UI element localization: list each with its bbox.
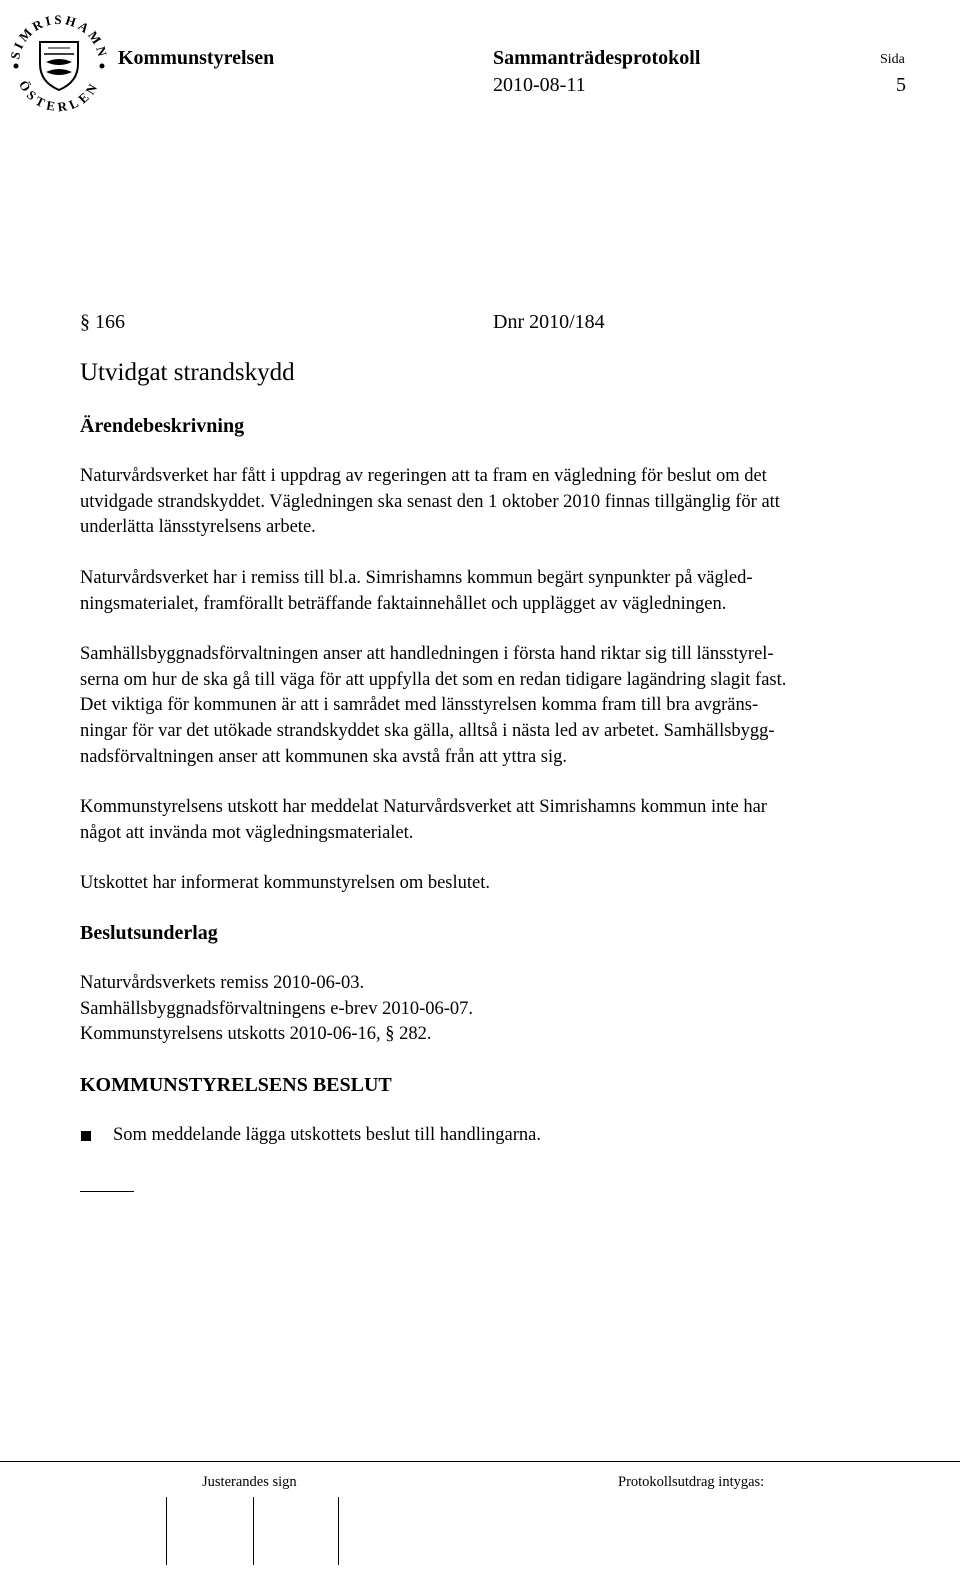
signature-box-divider <box>338 1497 339 1565</box>
decision-heading: KOMMUNSTYRELSENS BESLUT <box>80 1074 392 1096</box>
basis-list <box>80 971 473 1048</box>
list-item: Samhällsbyggnadsförvaltningens e-brev 2010-06-07. <box>80 998 474 1019</box>
paragraph-4 <box>80 795 767 846</box>
decision-text: Som meddelande lägga utskottets beslut till handlingarna. <box>113 1125 541 1145</box>
paragraph-2 <box>80 566 753 617</box>
end-mark <box>80 1191 134 1192</box>
paragraph-5 <box>80 871 490 897</box>
decision-item <box>113 1123 541 1149</box>
text-line: nadsförvaltningen anser att kommunen ska avstå från att yttra sig. <box>80 746 568 767</box>
signature-box-divider <box>253 1497 254 1565</box>
paragraph-3 <box>80 642 786 771</box>
text-line: serna om hur de ska gå till väga för att uppfylla det som en redan tidigare lagändring slagit fast. <box>80 669 787 690</box>
svg-text:SIMRISHAMN: SIMRISHAMN <box>7 11 111 61</box>
basis-heading: Beslutsunderlag <box>80 922 218 944</box>
text-line: ningar för var det utökade strandskyddet ska gälla, alltså i nästa led av arbetet. Samhällsbygg- <box>80 721 775 742</box>
section-title: Utvidgat strandskydd <box>80 359 295 386</box>
desc-heading: Ärendebeskrivning <box>80 415 245 437</box>
text-line: underlätta länsstyrelsens arbete. <box>80 517 316 538</box>
text-line: Naturvårdsverket har i remiss till bl.a. Simrishamns kommun begärt synpunkter på vägled- <box>80 568 753 588</box>
text-line: Naturvårdsverket har fått i uppdrag av regeringen att ta fram en vägledning för beslut om det <box>80 466 767 486</box>
text-line: Samhällsbyggnadsförvaltningen anser att handledningen i första hand riktar sig till länsstyrel- <box>80 644 774 664</box>
municipality-logo <box>2 2 114 114</box>
text-line: Det viktiga för kommunen är att i samrådet med länsstyrelsen komma fram till bra avgräns- <box>80 695 759 716</box>
text-line: ningsmaterialet, framförallt beträffande faktainnehållet och upplägget av vägledningen. <box>80 593 727 614</box>
text-line: Utskottet har informerat kommunstyrelsen om beslutet. <box>80 873 490 893</box>
list-item: Kommunstyrelsens utskotts 2010-06-16, § 282. <box>80 1024 432 1045</box>
footer-sign-label: Justerandes sign <box>202 1474 297 1490</box>
header-org: Kommunstyrelsen <box>118 47 275 69</box>
text-line: något att invända mot vägledningsmaterialet. <box>80 822 414 843</box>
text-line: utvidgade strandskyddet. Vägledningen ska senast den 1 oktober 2010 finnas tillgänglig för att <box>80 491 780 512</box>
signature-box-divider <box>166 1497 167 1565</box>
footer-divider <box>0 1461 960 1462</box>
header-date: 2010-08-11 <box>493 74 586 96</box>
svg-text:ÖSTERLEN: ÖSTERLEN <box>15 77 103 114</box>
text-line: Kommunstyrelsens utskott har meddelat Naturvårdsverket att Simrishamns kommun inte har <box>80 797 767 817</box>
list-item: Naturvårdsverkets remiss 2010-06-03. <box>80 973 365 993</box>
section-number: § 166 <box>80 311 125 333</box>
dnr: Dnr 2010/184 <box>493 311 605 333</box>
header-doc-type: Sammanträdesprotokoll <box>493 47 701 69</box>
paragraph-1 <box>80 464 780 541</box>
square-bullet-icon <box>81 1131 91 1141</box>
header-page-number: 5 <box>896 74 906 96</box>
header-page-label: Sida <box>880 52 905 67</box>
footer-certify-label: Protokollsutdrag intygas: <box>618 1474 765 1490</box>
